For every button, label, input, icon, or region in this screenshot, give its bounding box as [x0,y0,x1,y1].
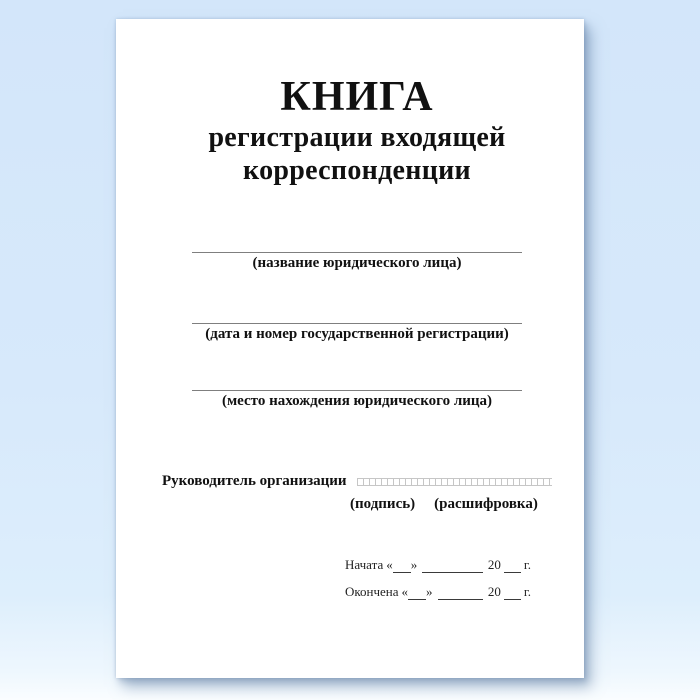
page-subtitle-line2: корреспонденции [243,155,471,186]
org-name-blank-field [192,252,522,272]
close-quote: » [426,584,433,599]
signature-caption-rasshifrovka: (расшифровка) [434,496,538,512]
open-quote: « [401,584,409,599]
year-suffix: г. [523,584,531,599]
signature-caption-podpis: (подпись) [350,496,416,512]
close-quote: » [410,557,418,572]
month-blank-line [438,586,483,600]
year-suffix: г. [523,557,531,572]
year-blank-line [504,586,521,600]
date-finished-label: Окончена [345,584,399,599]
org-location-blank-field [192,390,522,410]
date-started-label: Начата [345,557,384,572]
day-blank-line [393,559,411,573]
signature-dotted-line [357,478,552,486]
title-block [162,73,552,187]
signature-row [162,471,552,491]
org-name-caption: (название юридического лица) [252,255,462,271]
page-title: КНИГА [280,74,434,120]
org-location-caption: (место нахождения юридического лица) [221,393,493,409]
year-prefix: 20 [487,557,501,572]
date-finished-row [345,584,531,600]
signature-block [162,471,552,513]
month-blank-line [422,559,483,573]
signature-captions [350,496,552,513]
dates-block [345,557,531,611]
page-subtitle-line1: регистрации входящей [208,122,506,153]
open-quote: « [386,557,393,572]
year-blank-line [504,559,521,573]
signature-label: Руководитель организации [162,473,347,489]
registration-date-blank-field [192,323,522,343]
book-cover-page [116,19,584,678]
day-blank-line [408,586,426,600]
year-prefix: 20 [487,584,501,599]
date-started-row [345,557,531,573]
registration-date-caption: (дата и номер государственной регистрации) [205,326,509,342]
cover-content [162,19,552,678]
